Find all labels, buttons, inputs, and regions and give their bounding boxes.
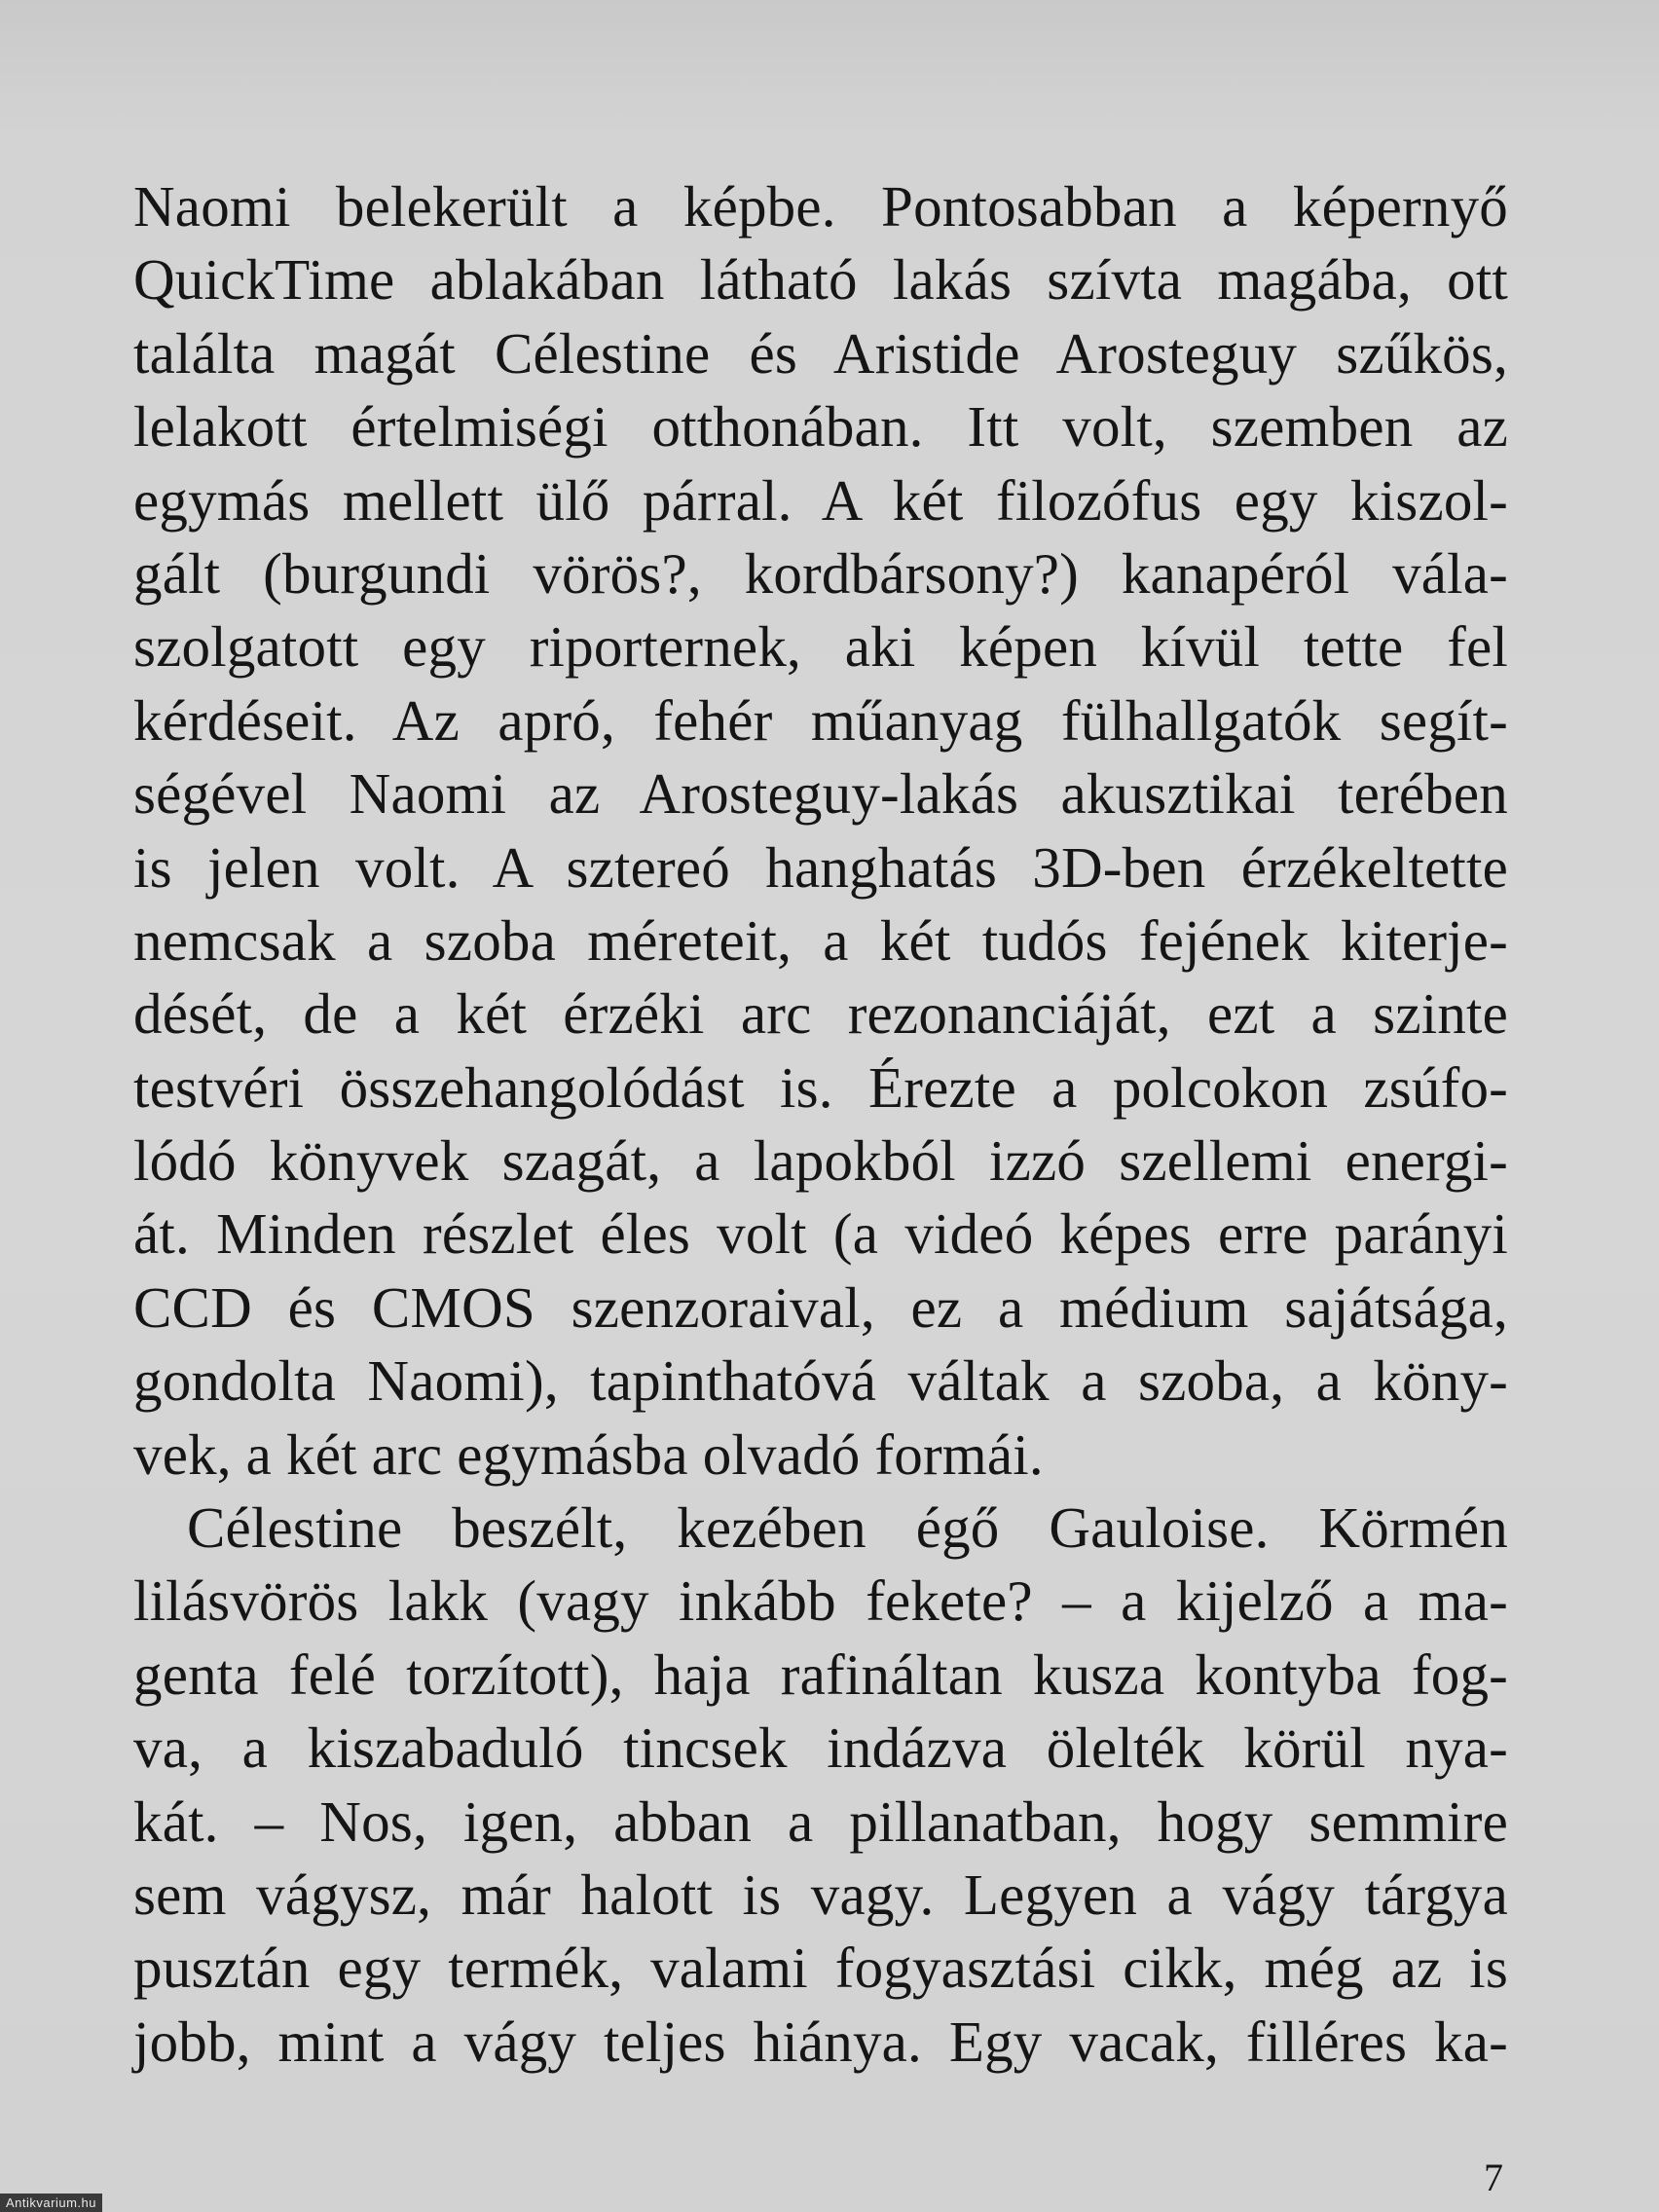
text-line: lilásvörös lakk (vagy inkább fekete? – a kijelző a ma- [133,1568,1508,1634]
text-line: genta felé torzított), haja rafináltan kusza kontyba fog- [133,1641,1508,1707]
watermark: Antikvarium.hu [0,2194,102,2212]
text-line: kérdéseit. Az apró, fehér műanyag fülhallgatók segít- [133,687,1508,753]
text-line: Naomi belekerült a képbe. Pontosabban a képernyő [133,174,1508,239]
text-line: szolgatott egy riporternek, aki képen kívül tette fel [133,614,1508,680]
text-line: ségével Naomi az Arosteguy-lakás akusztikai terében [133,761,1508,827]
text-line: egymás mellett ülő párral. A két filozófus egy kiszol- [133,467,1508,533]
page-number: 7 [1484,2156,1503,2199]
body-text [133,170,1508,2079]
paragraph-start-line: Célestine beszélt, kezében égő Gauloise. Körmén [187,1495,1508,1561]
text-line: gált (burgundi vörös?, kordbársony?) kanapéról vála- [133,540,1508,606]
text-line: is jelen volt. A sztereó hanghatás 3D-ben érzékeltette [133,834,1508,900]
text-line: jobb, mint a vágy teljes hiánya. Egy vacak, filléres ka- [133,2009,1508,2074]
text-line: sem vágysz, már halott is vagy. Legyen a vágy tárgya [133,1862,1508,1927]
text-line: nemcsak a szoba méreteit, a két tudós fejének kiterje- [133,907,1508,973]
text-line: gondolta Naomi), tapinthatóvá váltak a szoba, a köny- [133,1348,1508,1414]
text-line: dését, de a két érzéki arc rezonanciáját, ezt a szinte [133,981,1508,1047]
text-line: pusztán egy termék, valami fogyasztási cikk, még az is [133,1936,1508,2001]
text-line: találta magát Célestine és Aristide Arosteguy szűkös, [133,320,1508,386]
text-line: QuickTime ablakában látható lakás szívta magába, ott [133,247,1508,313]
text-line: testvéri összehangolódást is. Érezte a polcokon zsúfo- [133,1054,1508,1120]
text-line: át. Minden részlet éles volt (a videó képes erre parányi [133,1201,1508,1267]
paragraph-end-line: vek, a két arc egymásba olvadó formái. [133,1421,1044,1487]
text-line: va, a kiszabaduló tincsek indázva ölelték körül nya- [133,1715,1508,1781]
text-line: lelakott értelmiségi otthonában. Itt volt, szemben az [133,394,1508,460]
text-line: kát. – Nos, igen, abban a pillanatban, hogy semmire [133,1788,1508,1854]
text-line: lódó könyvek szagát, a lapokból izzó szellemi energi- [133,1128,1508,1194]
text-line: CCD és CMOS szenzoraival, ez a médium sajátsága, [133,1274,1508,1340]
